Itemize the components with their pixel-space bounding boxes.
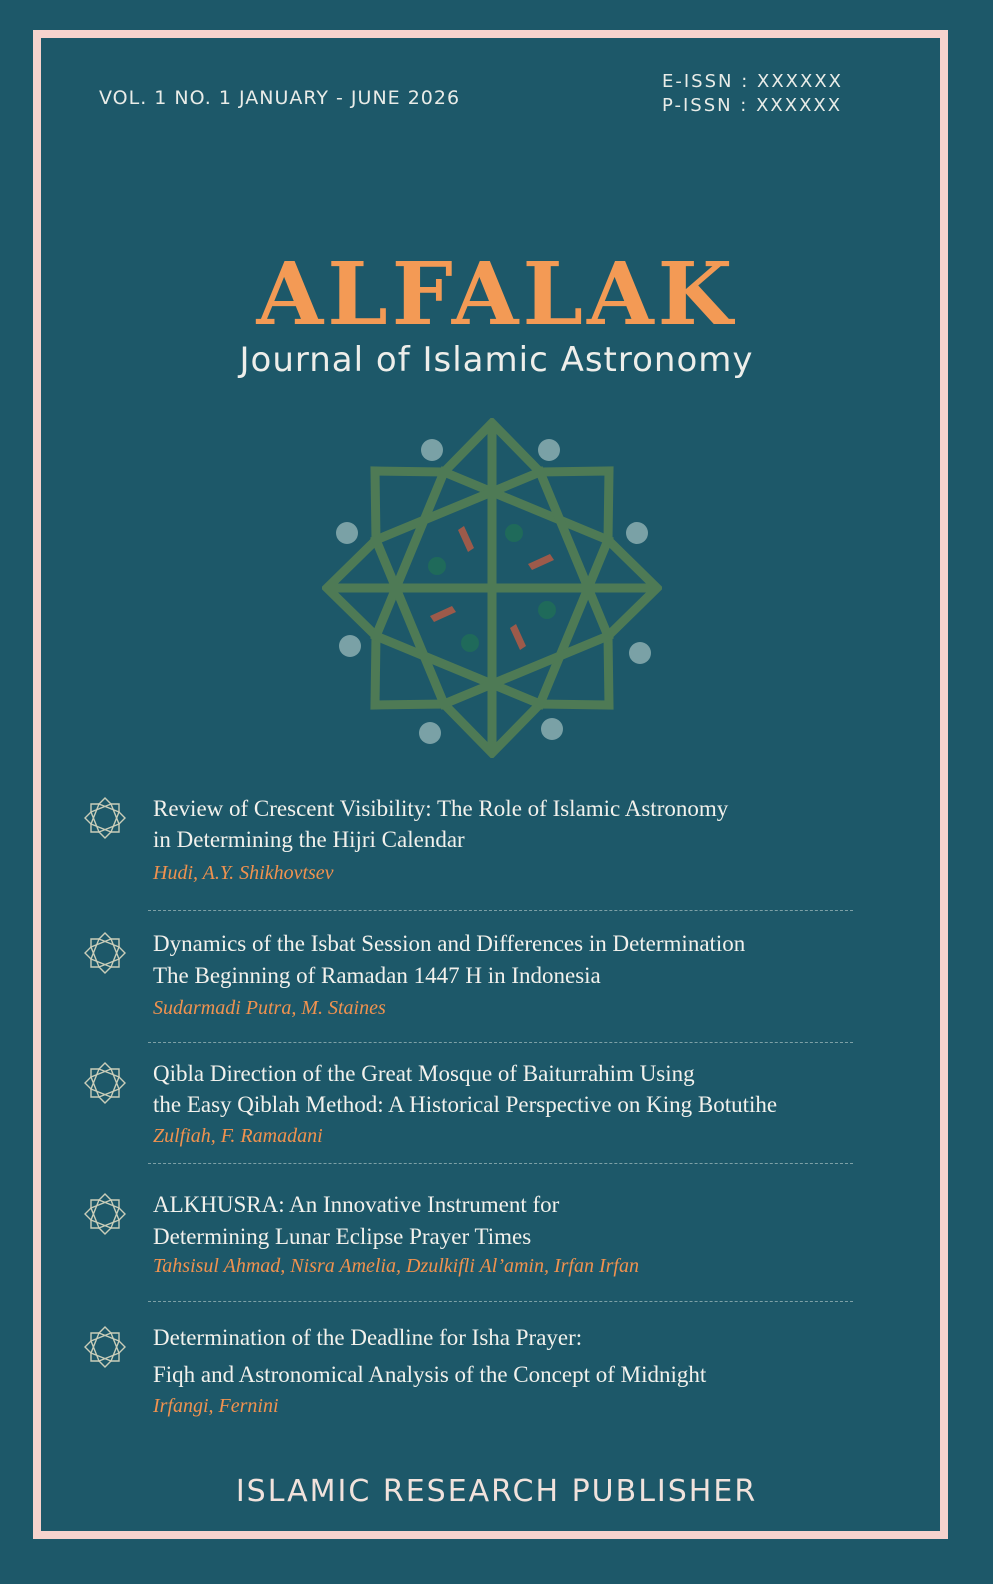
article-title-line1: Qibla Direction of the Great Mosque of Baiturrahim Using <box>153 1061 695 1086</box>
star-bullet-icon <box>83 796 127 840</box>
article-title-line1: Review of Crescent Visibility: The Role of Islamic Astronomy <box>153 796 729 821</box>
article-title-line2: The Beginning of Ramadan 1447 H in Indonesia <box>153 963 601 988</box>
article-title-line1: Determination of the Deadline for Isha Prayer: <box>153 1325 583 1350</box>
article-title-line2: in Determining the Hijri Calendar <box>153 827 465 852</box>
article-authors: Zulfiah, F. Ramadani <box>153 1125 323 1147</box>
article-divider <box>148 1042 853 1043</box>
p-issn: P-ISSN : XXXXXX <box>662 95 843 116</box>
article-title-line1: Dynamics of the Isbat Session and Differences in Determination <box>153 931 746 956</box>
article-divider <box>148 1301 853 1302</box>
article-title-line1: ALKHUSRA: An Innovative Instrument for <box>153 1192 560 1217</box>
article-divider <box>148 910 853 911</box>
article-divider <box>148 1163 853 1164</box>
publisher-name: ISLAMIC RESEARCH PUBLISHER <box>235 1474 758 1509</box>
star-bullet-icon <box>83 1061 127 1105</box>
journal-title: ALFALAK <box>256 244 737 345</box>
e-issn: E-ISSN : XXXXXX <box>662 71 843 92</box>
star-bullet-icon <box>83 1192 127 1236</box>
journal-subtitle: Journal of Islamic Astronomy <box>239 340 754 380</box>
star-bullet-icon <box>83 931 127 975</box>
article-authors: Sudarmadi Putra, M. Staines <box>153 997 386 1019</box>
eight-point-star-icon <box>322 418 662 758</box>
article-title-line2: Fiqh and Astronomical Analysis of the Concept of Midnight <box>153 1362 707 1387</box>
article-authors: Tahsisul Ahmad, Nisra Amelia, Dzulkifli Al’amin, Irfan Irfan <box>153 1255 639 1277</box>
volume-info: VOL. 1 NO. 1 JANUARY - JUNE 2026 <box>99 87 461 109</box>
article-title-line2: Determining Lunar Eclipse Prayer Times <box>153 1224 532 1249</box>
article-authors: Hudi, A.Y. Shikhovtsev <box>153 862 334 884</box>
article-title-line2: the Easy Qiblah Method: A Historical Perspective on King Botutihe <box>153 1092 778 1117</box>
star-bullet-icon <box>83 1325 127 1369</box>
article-authors: Irfangi, Fernini <box>153 1395 279 1417</box>
issn-block <box>662 70 843 118</box>
